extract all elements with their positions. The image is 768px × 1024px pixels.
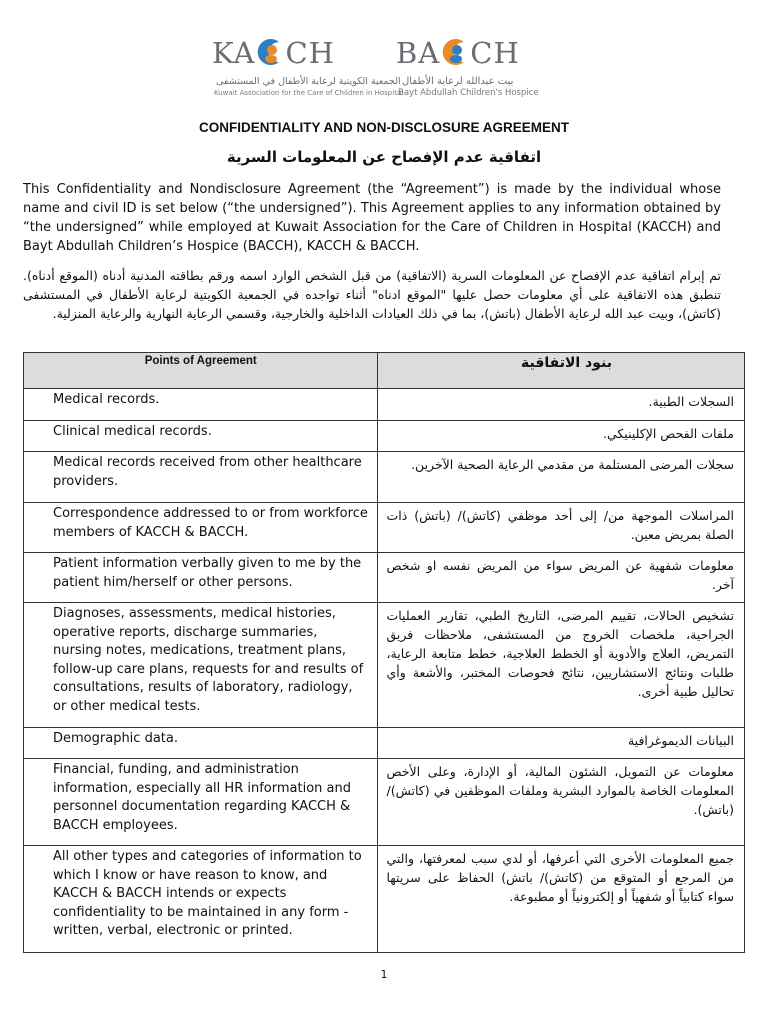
document-title-english: CONFIDENTIALITY AND NON-DISCLOSURE AGREEMENT	[198, 120, 569, 135]
kacch-logo	[212, 28, 404, 108]
table-row	[24, 553, 745, 603]
table-row	[24, 728, 745, 759]
bacch-logo-arabic: بيت عبدالله لرعاية الأطفال	[402, 76, 514, 87]
intro-paragraph-arabic: تم إبرام اتفاقية عدم الإفصاح عن المعلومات السرية (الاتفاقية) من قبل الشخص الوارد اسمه ورقم بطاقته المدنية أدناه (الموقع أدناه). تنطبق هذه الاتفاقية على أي معلومات حصل عليها "الموقع ادناه" أثناء تواجده في الجمعية الكويتية لرعاية الأطفال في المستشفى (كاتش)، وبيت عبد الله لرعاية الأطفال (باتش)، بما في ذلك العيادات الداخلية والخارجية، وقسمي الرعاية النهارية والرعاية المنزلية.	[23, 268, 721, 321]
table-row	[24, 603, 745, 728]
table-row	[24, 503, 745, 553]
row-english-text: Clinical medical records.	[24, 421, 378, 452]
row-english-text: All other types and categories of information to which I know or have reason to know, and KACCH & BACCH intends or expects confidentiality to be maintained in any form - written, verbal, electronic or printed.	[24, 846, 378, 953]
row-english-text: Patient information verbally given to me by the patient him/herself or other persons.	[24, 553, 378, 603]
table-header-row	[24, 353, 745, 389]
kacch-crescent-child-icon	[255, 36, 285, 68]
logo-header	[0, 28, 768, 108]
table-row	[24, 421, 745, 452]
row-arabic-text: تشخيص الحالات، تقييم المرضى، التاريخ الطبي، تقارير العمليات الجراحية، ملخصات الخروج من المستشفى، ملاحظات فريق التمريض، العلاج والأدوية أو الخطط العلاجية، خطط متابعة الرعاية، طلبات ونتائج الاستشاريين، نتائج فحوصات المختبر، والأشعة وأي تحاليل طبية أخرى.	[378, 603, 745, 728]
table-row	[24, 452, 745, 503]
table-row	[24, 759, 745, 846]
document-title-arabic: اتفاقية عدم الإفصاح عن المعلومات السرية	[226, 148, 542, 166]
row-english-text: Correspondence addressed to or from workforce members of KACCH & BACCH.	[24, 503, 378, 553]
table-row	[24, 389, 745, 421]
kacch-logo-wordmark	[212, 36, 335, 70]
row-english-text: Financial, funding, and administration information, especially all HR information and personnel documentation regarding KACCH & BACCH employees.	[24, 759, 378, 846]
row-arabic-text: معلومات شفهية عن المريض سواء من المريض نفسه او شخص آخر.	[378, 553, 745, 603]
kacch-logo-word-left: KA	[212, 36, 256, 70]
bacch-crescent-child-icon	[440, 36, 470, 68]
row-arabic-text: البيانات الديموغرافية	[378, 728, 745, 759]
bacch-logo-word-right: CH	[470, 36, 520, 70]
bacch-logo	[396, 28, 546, 108]
kacch-logo-word-right: CH	[285, 36, 335, 70]
kacch-logo-english: Kuwait Association for the Care of Children in Hospital	[214, 89, 404, 97]
table-header-english: Points of Agreement	[24, 353, 378, 389]
row-english-text: Diagnoses, assessments, medical histories, operative reports, discharge summaries, nursing notes, medications, treatment plans, follow-up care plans, requests for and results of consultations, results of laboratory, radiology, or other medical tests.	[24, 603, 378, 728]
row-arabic-text: ملفات الفحص الإكلينيكي.	[378, 421, 745, 452]
bacch-logo-wordmark	[396, 36, 520, 70]
agreement-points-table	[23, 352, 745, 953]
row-english-text: Medical records received from other healthcare providers.	[24, 452, 378, 503]
table-row	[24, 846, 745, 953]
kacch-logo-arabic: الجمعية الكويتية لرعاية الأطفال في المستشفى	[216, 76, 401, 87]
bacch-logo-english: Bayt Abdullah Children's Hospice	[398, 88, 539, 98]
intro-paragraph-english: This Confidentiality and Nondisclosure Agreement (the “Agreement”) is made by the individual whose name and civil ID is set below (“the undersigned”). This Agreement applies to any information obtained by “the undersigned” while employed at Kuwait Association for the Care of Children in Hospital (KACCH) and Bayt Abdullah Children’s Hospice (BACCH), KACCH & BACCH.	[23, 182, 721, 254]
table-header-arabic: بنود الاتفاقية	[378, 353, 745, 389]
row-arabic-text: سجلات المرضى المستلمة من مقدمي الرعاية الصحية الآخرين.	[378, 452, 745, 503]
row-arabic-text: معلومات عن التمويل، الشئون المالية، أو الإدارة، وعلى الأخص المعلومات الخاصة بالموارد البشرية وملفات الموظفين في (كاتش)/ (باتش).	[378, 759, 745, 846]
row-english-text: Demographic data.	[24, 728, 378, 759]
row-arabic-text: جميع المعلومات الأخرى التي أعرفها، أو لدي سبب لمعرفتها، والتي من المرجع أو المتوقع من (كاتش)/ باتش) الحفاظ على سريتها سواء كتابياً أو شفهياً أو إلكترونياً أو مطبوعة.	[378, 846, 745, 953]
page-number: 1	[380, 968, 388, 981]
row-english-text: Medical records.	[24, 389, 378, 421]
row-arabic-text: السجلات الطبية.	[378, 389, 745, 421]
bacch-logo-word-left: BA	[396, 36, 441, 70]
row-arabic-text: المراسلات الموجهة من/ إلى أحد موظفي (كاتش)/ (باتش) ذات الصلة بمريض معين.	[378, 503, 745, 553]
